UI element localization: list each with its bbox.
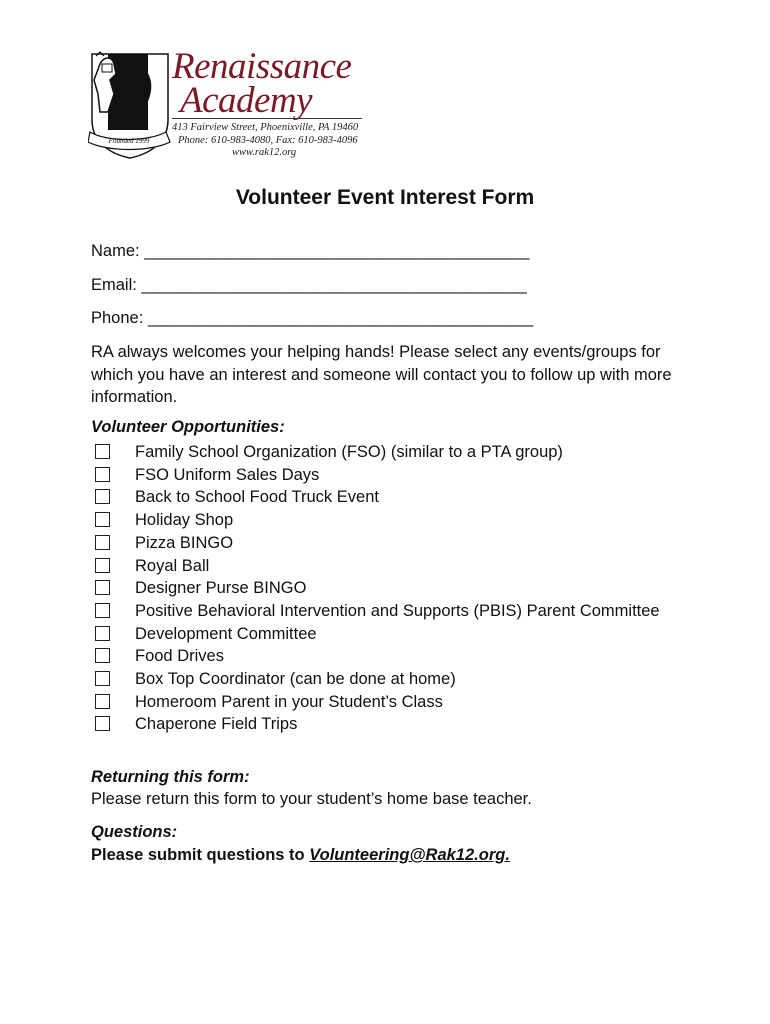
school-name-line2: Academy xyxy=(180,80,313,121)
checkbox[interactable] xyxy=(95,512,110,527)
opportunity-label: Back to School Food Truck Event xyxy=(135,488,379,507)
opportunity-label: Positive Behavioral Intervention and Supports (PBIS) Parent Committee xyxy=(135,601,660,620)
opportunity-item xyxy=(95,532,695,555)
address-block xyxy=(172,122,372,160)
letterhead xyxy=(88,44,378,164)
opportunity-item xyxy=(95,577,695,600)
opportunity-label: Pizza BINGO xyxy=(135,533,234,552)
opportunity-label: Holiday Shop xyxy=(135,511,234,530)
returning-heading: Returning this form: xyxy=(91,768,250,786)
checkbox[interactable] xyxy=(95,580,110,595)
opportunity-label: Chaperone Field Trips xyxy=(135,715,298,734)
checkbox[interactable] xyxy=(95,444,110,459)
school-website: www.rak12.org xyxy=(232,147,297,158)
school-address: 413 Fairview Street, Phoenixville, PA 19460 xyxy=(172,122,359,133)
phone-field[interactable]: Phone: __________________________________________ xyxy=(91,309,534,327)
questions-text xyxy=(91,846,510,865)
opportunity-item xyxy=(95,691,695,714)
questions-prefix: Please submit questions to xyxy=(91,846,310,864)
checkbox[interactable] xyxy=(95,694,110,709)
volunteering-email-link[interactable]: Volunteering@Rak12.org. xyxy=(309,846,510,864)
intro-paragraph: RA always welcomes your helping hands! Please select any events/groups for which you have an interest and someone will contact you to follow up with more information. xyxy=(91,343,672,406)
opportunity-item xyxy=(95,486,695,509)
checkbox[interactable] xyxy=(95,535,110,550)
opportunity-label: Homeroom Parent in your Student’s Class xyxy=(135,692,443,711)
opportunity-item xyxy=(95,555,695,578)
opportunity-item xyxy=(95,509,695,532)
opportunity-item xyxy=(95,464,695,487)
checkbox[interactable] xyxy=(95,626,110,641)
checkbox[interactable] xyxy=(95,671,110,686)
checkbox[interactable] xyxy=(95,603,110,618)
opportunity-label: Royal Ball xyxy=(135,556,210,575)
questions-heading: Questions: xyxy=(91,823,178,841)
form-title: Volunteer Event Interest Form xyxy=(235,186,535,209)
checkbox[interactable] xyxy=(95,467,110,482)
school-name-line1: Renaissance xyxy=(172,46,352,87)
opportunity-label: Family School Organization (FSO) (similar to a PTA group) xyxy=(135,443,563,461)
opportunity-item xyxy=(95,645,695,668)
checkbox[interactable] xyxy=(95,716,110,731)
returning-text: Please return this form to your student’s home base teacher. xyxy=(91,790,532,808)
opportunity-label: Designer Purse BINGO xyxy=(135,579,307,598)
school-phone-fax: Phone: 610-983-4080, Fax: 610-983-4096 xyxy=(178,134,358,146)
opportunities-heading: Volunteer Opportunities: xyxy=(91,418,285,436)
opportunity-item xyxy=(95,668,695,691)
opportunity-label: Development Committee xyxy=(135,624,317,643)
email-field[interactable]: Email: __________________________________________ xyxy=(91,276,527,294)
opportunity-item xyxy=(95,713,695,736)
crest-founded-text: Founded 1999 xyxy=(108,137,150,145)
name-field[interactable]: Name: __________________________________________ xyxy=(91,242,530,260)
opportunity-item xyxy=(95,600,695,623)
opportunity-item xyxy=(95,441,695,464)
opportunity-label: Box Top Coordinator (can be done at home) xyxy=(135,670,456,689)
opportunity-label: FSO Uniform Sales Days xyxy=(135,465,320,484)
checkbox[interactable] xyxy=(95,489,110,504)
checkbox[interactable] xyxy=(95,648,110,663)
opportunity-item xyxy=(95,623,695,646)
opportunities-list xyxy=(95,441,695,736)
knight-crest-logo xyxy=(88,50,172,162)
letterhead-rule xyxy=(172,118,362,119)
opportunity-label: Food Drives xyxy=(135,647,224,666)
checkbox[interactable] xyxy=(95,558,110,573)
